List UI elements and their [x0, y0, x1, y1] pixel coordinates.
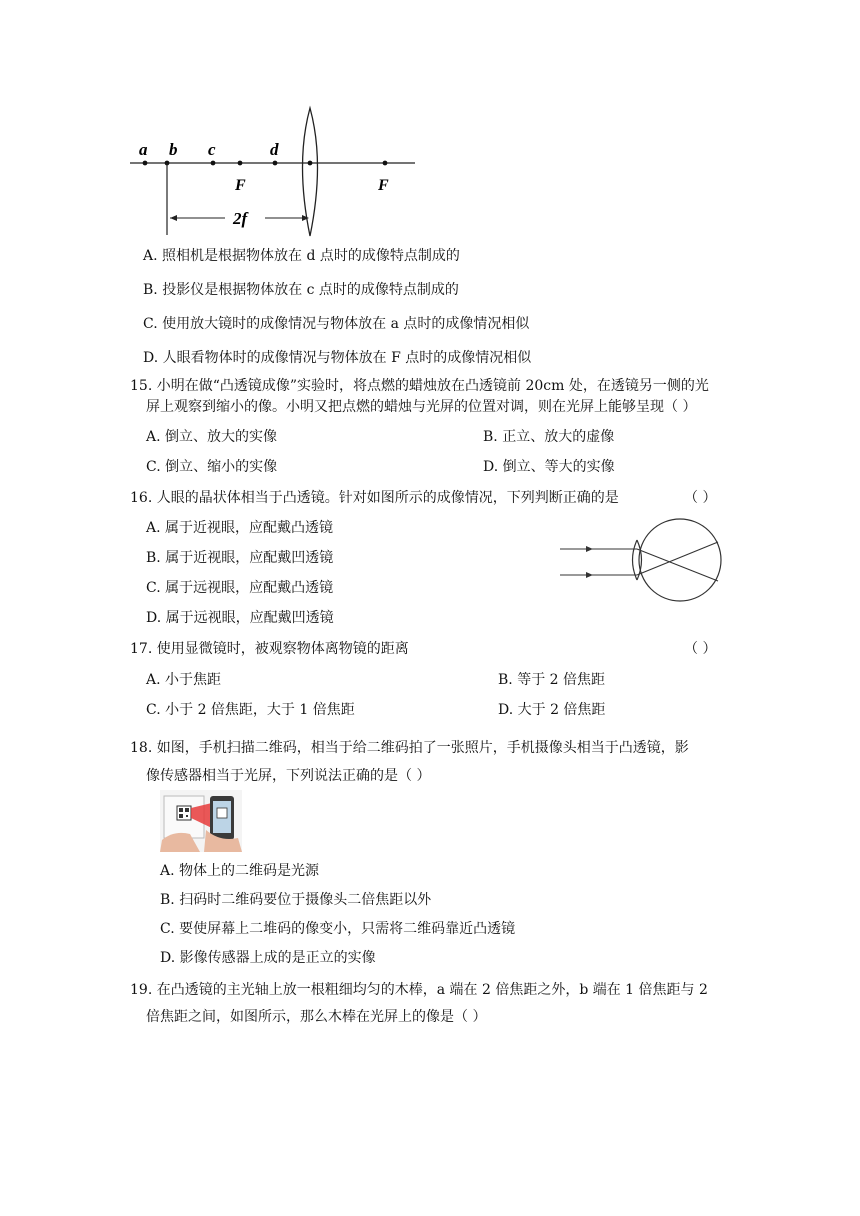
q19-stem-line1: 19. 在凸透镜的主光轴上放一根粗细均匀的木棒，a 端在 2 倍焦距之外，b 端在 1 倍焦距与 2: [130, 982, 708, 998]
q14-option-c[interactable]: C. 使用放大镜时的成像情况与物体放在 a 点时的成像情况相似: [143, 316, 530, 332]
q16-option-d[interactable]: D. 属于远视眼，应配戴凹透镜: [146, 610, 334, 626]
q15-option-a[interactable]: A. 倒立、放大的实像: [146, 429, 278, 445]
q18-stem-line1: 18. 如图，手机扫描二维码，相当于给二维码拍了一张照片，手机摄像头相当于凸透镜，影: [130, 740, 689, 756]
point-d-label: d: [270, 140, 279, 159]
focus-left-label: F: [235, 177, 246, 194]
two-f-label: 2f: [233, 209, 248, 228]
q18-stem-line2: 像传感器相当于光屏，下列说法正确的是（ ）: [146, 768, 431, 784]
point-b-label: b: [169, 140, 178, 159]
focus-right-label: F: [378, 177, 389, 194]
q16-option-c[interactable]: C. 属于远视眼，应配戴凸透镜: [146, 580, 334, 596]
q15-stem-line1: 15. 小明在做“凸透镜成像”实验时，将点燃的蜡烛放在凸透镜前 20cm 处，在透镜另一侧的光: [130, 378, 709, 394]
q17-option-d[interactable]: D. 大于 2 倍焦距: [498, 702, 606, 718]
q15-option-b[interactable]: B. 正立、放大的虚像: [483, 429, 615, 445]
q19-stem-line2: 倍焦距之间，如图所示，那么木棒在光屏上的像是（ ）: [146, 1009, 487, 1025]
q14-option-a[interactable]: A. 照相机是根据物体放在 d 点时的成像特点制成的: [143, 248, 460, 264]
q18-option-c[interactable]: C. 要使屏幕上二堆码的像变小，只需将二维码靠近凸透镜: [160, 921, 516, 937]
point-a-label: a: [139, 140, 148, 159]
q17-stem: 17. 使用显微镜时，被观察物体离物镜的距离: [130, 641, 409, 657]
q15-option-d[interactable]: D. 倒立、等大的实像: [483, 459, 615, 475]
q18-option-a[interactable]: A. 物体上的二维码是光源: [160, 863, 320, 879]
q15-stem-line2: 屏上观察到缩小的像。小明又把点燃的蜡烛与光屏的位置对调，则在光屏上能够呈现（ ）: [146, 399, 697, 415]
q18-option-d[interactable]: D. 影像传感器上成的是正立的实像: [160, 950, 376, 966]
q14-option-b[interactable]: B. 投影仪是根据物体放在 c 点时的成像特点制成的: [143, 282, 459, 298]
q17-option-a[interactable]: A. 小于焦距: [146, 672, 222, 688]
q16-option-b[interactable]: B. 属于近视眼，应配戴凹透镜: [146, 550, 334, 566]
point-c-label: c: [208, 140, 216, 159]
q16-answer-paren: （ ）: [684, 490, 717, 506]
eye-diagram: [555, 518, 735, 608]
q17-option-b[interactable]: B. 等于 2 倍焦距: [498, 672, 605, 688]
q16-option-a[interactable]: A. 属于近视眼，应配戴凸透镜: [146, 520, 334, 536]
phone-scan-qr-image: [160, 790, 242, 852]
q17-option-c[interactable]: C. 小于 2 倍焦距，大于 1 倍焦距: [146, 702, 355, 718]
lens-diagram: [125, 100, 425, 240]
q17-answer-paren: （ ）: [684, 641, 717, 657]
q18-option-b[interactable]: B. 扫码时二维码要位于摄像头二倍焦距以外: [160, 892, 432, 908]
q16-stem: 16. 人眼的晶状体相当于凸透镜。针对如图所示的成像情况，下列判断正确的是: [130, 490, 619, 506]
q14-option-d[interactable]: D. 人眼看物体时的成像情况与物体放在 F 点时的成像情况相似: [143, 350, 532, 366]
q15-option-c[interactable]: C. 倒立、缩小的实像: [146, 459, 278, 475]
